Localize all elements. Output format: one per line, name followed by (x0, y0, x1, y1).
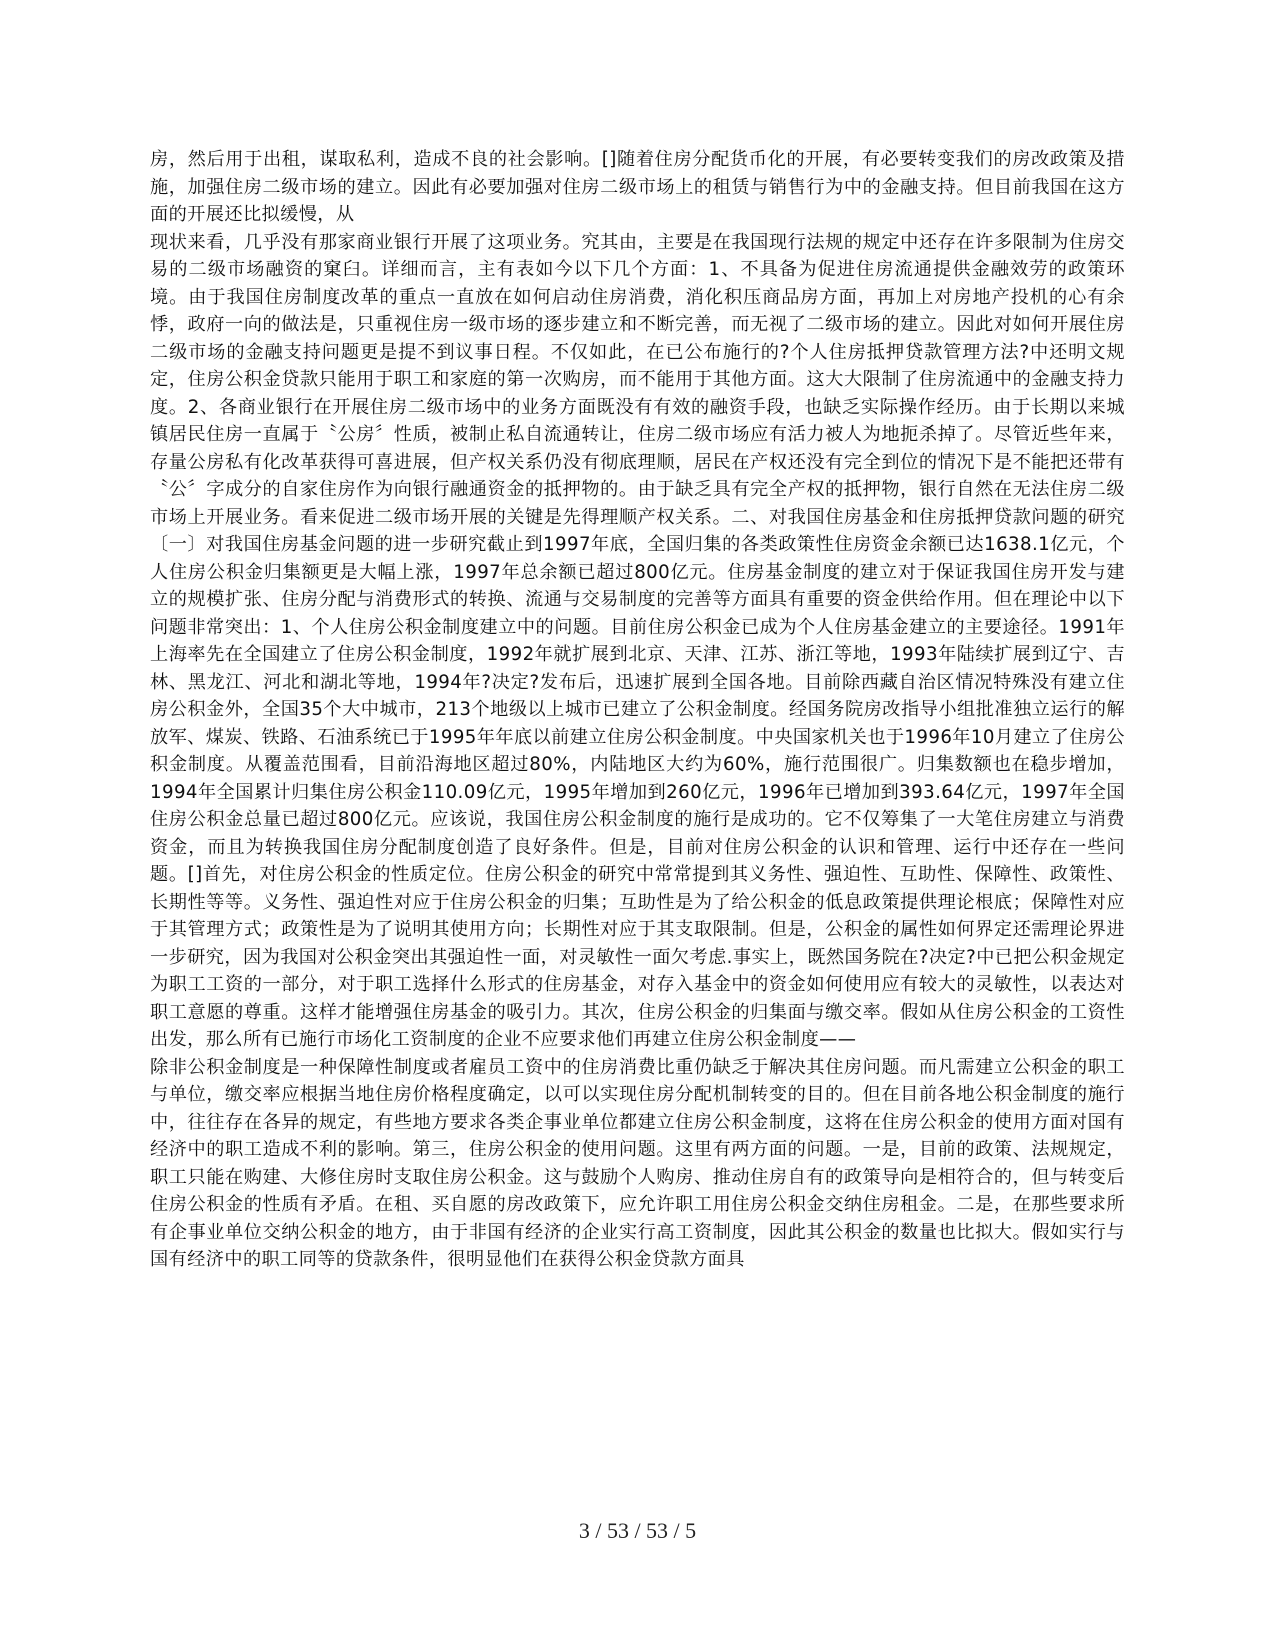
paragraph-1: 房，然后用于出租，谋取私利，造成不良的社会影响。[]随着住房分配货币化的开展，有必要转变我们的房改政策及措施，加强住房二级市场的建立。因此有必要加强对住房二级市场上的租赁与销售行为中的金融支持。但目前我国在这方面的开展还比拟缓慢，从 (150, 149, 1125, 225)
paragraph-2: 现状来看，几乎没有那家商业银行开展了这项业务。究其由，主要是在我国现行法规的规定中还存在许多限制为住房交易的二级市场融资的窠臼。详细而言，主有表如今以下几个方面：1、不具备为促进住房流通提供金融效劳的政策环境。由于我国住房制度改革的重点一直放在如何启动住房消费，消化积压商品房方面，再加上对房地产投机的心有余悸，政府一向的做法是，只重视住房一级市场的逐步建立和不断完善，而无视了二级市场的建立。因此对如何开展住房二级市场的金融支持问题更是提不到议事日程。不仅如此，在已公布施行的?个人住房抵押贷款管理方法?中还明文规定，住房公积金贷款只能用于职工和家庭的第一次购房，而不能用于其他方面。这大大限制了住房流通中的金融支持力度。2、各商业银行在开展住房二级市场中的业务方面既没有有效的融资手段，也缺乏实际操作经历。由于长期以来城镇居民住房一直属于〝公房〞性质，被制止私自流通转让，住房二级市场应有活力被人为地扼杀掉了。尽管近些年来，存量公房私有化改革获得可喜进展，但产权关系仍没有彻底理顺，居民在产权还没有完全到位的情况下是不能把还带有〝公〞字成分的自家住房作为向银行融通资金的抵押物的。由于缺乏具有完全产权的抵押物，银行自然在无法住房二级市场上开展业务。看来促进二级市场开展的关键是先得理顺产权关系。二、对我国住房基金和住房抵押贷款问题的研究〔一〕对我国住房基金问题的进一步研究截止到1997年底，全国归集的各类政策性住房资金余额已达1638.1亿元，个人住房公积金归集额更是大幅上涨，1997年总余额已超过800亿元。住房基金制度的建立对于保证我国住房开发与建立的规模扩张、住房分配与消费形式的转换、流通与交易制度的完善等方面具有重要的资金供给作用。但在理论中以下问题非常突出：1、个人住房公积金制度建立中的问题。目前住房公积金已成为个人住房基金建立的主要途径。1991年上海率先在全国建立了住房公积金制度，1992年就扩展到北京、天津、江苏、浙江等地，1993年陆续扩展到辽宁、吉林、黑龙江、河北和湖北等地，1994年?决定?发布后，迅速扩展到全国各地。目前除西藏自治区情况特殊没有建立住房公积金外，全国35个大中城市，213个地级以上城市已建立了公积金制度。经国务院房改指导小组批准独立运行的解放军、煤炭、铁路、石油系统已于1995年年底以前建立住房公积金制度。中央国家机关也于1996年10月建立了住房公积金制度。从覆盖范围看，目前沿海地区超过80%，内陆地区大约为60%，施行范围很广。归集数额也在稳步增加，1994年全国累计归集住房公积金110.09亿元，1995年增加到260亿元，1996年已增加到393.64亿元，1997年全国住房公积金总量已超过800亿元。应该说，我国住房公积金制度的施行是成功的。它不仅筹集了一大笔住房建立与消费资金，而且为转换我国住房分配制度创造了良好条件。但是，目前对住房公积金的认识和管理、运行中还存在一些问题。[]首先，对住房公积金的性质定位。住房公积金的研究中常常提到其义务性、强迫性、互助性、保障性、政策性、长期性等等。义务性、强迫性对应于住房公积金的归集；互助性是为了给公积金的低息政策提供理论根底；保障性对应于其管理方式；政策性是为了说明其使用方向；长期性对应于其支取限制。但是，公积金的属性如何界定还需理论界进一步研究，因为我国对公积金突出其强迫性一面，对灵敏性一面欠考虑.事实上，既然国务院在?决定?中已把公积金规定为职工工资的一部分，对于职工选择什么形式的住房基金，对存入基金中的资金如何使用应有较大的灵敏性，以表达对职工意愿的尊重。这样才能增强住房基金的吸引力。其次，住房公积金的归集面与缴交率。假如从住房公积金的工资性出发，那么所有已施行市场化工资制度的企业不应要求他们再建立住房公积金制度—— (150, 231, 1125, 1050)
page-number: 3 / 53 / 53 / 5 (578, 1518, 697, 1543)
paragraph-3: 除非公积金制度是一种保障性制度或者雇员工资中的住房消费比重仍缺乏于解决其住房问题。而凡需建立公积金的职工与单位，缴交率应根据当地住房价格程度确定，以可以实现住房分配机制转变的目的。但在目前各地公积金制度的施行中，往往存在各异的规定，有些地方要求各类企事业单位都建立住房公积金制度，这将在住房公积金的使用方面对国有经济中的职工造成不利的影响。第三，住房公积金的使用问题。这里有两方面的问题。一是，目前的政策、法规规定，职工只能在购建、大修住房时支取住房公积金。这与鼓励个人购房、推动住房自有的政策导向是相符合的，但与转变后住房公积金的性质有矛盾。在租、买自愿的房改政策下，应允许职工用住房公积金交纳住房租金。二是，在那些要求所有企事业单位交纳公积金的地方，由于非国有经济的企业实行高工资制度，因此其公积金的数量也比拟大。假如实行与国有经济中的职工同等的贷款条件，很明显他们在获得公积金贷款方面具 (150, 1056, 1125, 1270)
body-text (150, 146, 1125, 1274)
